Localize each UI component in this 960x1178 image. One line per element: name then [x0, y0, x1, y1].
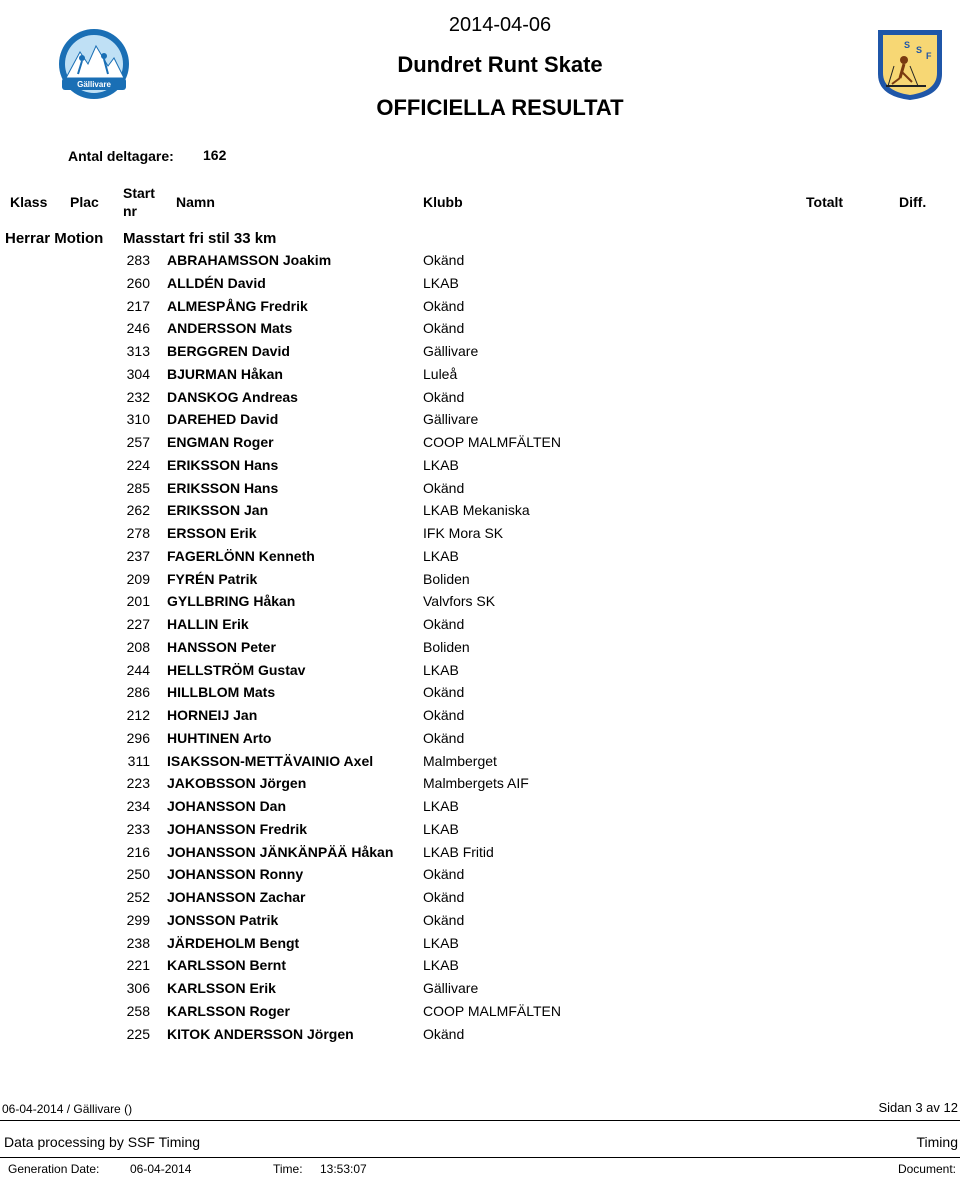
- table-row: [0, 704, 960, 727]
- start-number: 252: [126, 889, 150, 905]
- athlete-name: ALLDÉN David: [167, 274, 266, 291]
- table-row: [0, 954, 960, 977]
- start-number: 216: [126, 843, 150, 860]
- club-name: Okänd: [423, 297, 465, 314]
- athlete-name: JOHANSSON Ronny: [167, 866, 304, 883]
- table-row: [0, 431, 960, 454]
- athlete-name: ERIKSSON Jan: [167, 502, 269, 519]
- athlete-name: HORNEIJ Jan: [167, 707, 258, 723]
- club-name: Luleå: [423, 365, 458, 382]
- start-number: 227: [126, 616, 150, 632]
- start-number: 260: [126, 274, 150, 291]
- race-name: Masstart fri stil 33 km: [123, 230, 277, 247]
- table-row: [0, 386, 960, 409]
- table-row: [0, 363, 960, 386]
- table-row: [0, 909, 960, 932]
- club-name: Okänd: [423, 729, 465, 746]
- start-number: 208: [126, 638, 150, 655]
- athlete-name: ANDERSSON Mats: [167, 320, 293, 337]
- club-name: LKAB: [423, 547, 459, 564]
- athlete-name: ISAKSSON-METTÄVAINIO Axel: [167, 752, 374, 769]
- document-title: OFFICIELLA RESULTAT: [376, 95, 624, 120]
- athlete-name: JOHANSSON JÄNKÄNPÄÄ Håkan: [167, 843, 394, 860]
- start-number: 201: [126, 593, 150, 610]
- club-name: LKAB: [423, 934, 459, 951]
- club-name: COOP MALMFÄLTEN: [423, 1002, 561, 1019]
- athlete-name: JOHANSSON Dan: [167, 798, 287, 814]
- club-name: LKAB: [423, 957, 459, 974]
- table-row: [0, 1023, 960, 1046]
- participants-label: Antal deltagare:: [68, 148, 174, 164]
- start-number: 257: [126, 434, 150, 450]
- start-number: 233: [126, 820, 150, 837]
- table-row: [0, 545, 960, 568]
- club-name: Gällivare: [423, 411, 479, 428]
- athlete-name: FAGERLÖNN Kenneth: [167, 547, 315, 564]
- table-row: [0, 295, 960, 318]
- table-row: [0, 886, 960, 909]
- club-name: LKAB: [423, 456, 459, 473]
- start-number: 250: [126, 866, 150, 883]
- time-label: Time:: [273, 1162, 303, 1176]
- club-name: Okänd: [423, 252, 465, 268]
- start-number: 234: [126, 798, 150, 814]
- start-number: 232: [126, 388, 150, 405]
- table-row: [0, 932, 960, 955]
- page-number: Sidan 3 av 12: [878, 1100, 958, 1115]
- start-number: 225: [126, 1025, 150, 1042]
- table-row: [0, 977, 960, 1000]
- table-row: [0, 795, 960, 818]
- start-number: 238: [126, 934, 150, 951]
- athlete-name: KARLSSON Bernt: [167, 957, 287, 974]
- club-name: Malmbergets AIF: [423, 775, 529, 792]
- start-number: 212: [126, 707, 150, 723]
- club-name: Malmberget: [423, 752, 497, 769]
- start-number: 286: [126, 684, 150, 701]
- table-row: [0, 727, 960, 750]
- athlete-name: BJURMAN Håkan: [167, 365, 283, 382]
- table-row: [0, 272, 960, 295]
- start-number: 310: [126, 411, 150, 428]
- column-header-startnr: [123, 184, 155, 220]
- start-number: 296: [126, 729, 150, 746]
- club-name: LKAB: [423, 274, 459, 291]
- athlete-name: DANSKOG Andreas: [167, 388, 298, 405]
- club-name: Okänd: [423, 889, 465, 905]
- club-name: LKAB: [423, 798, 459, 814]
- start-number: 299: [126, 911, 150, 928]
- table-row: [0, 568, 960, 591]
- time-value: 13:53:07: [320, 1162, 367, 1176]
- club-name: Boliden: [423, 638, 470, 655]
- club-name: Okänd: [423, 911, 465, 928]
- athlete-name: KARLSSON Roger: [167, 1002, 290, 1019]
- svg-text:S: S: [904, 40, 911, 50]
- data-processing-credit: Data processing by SSF Timing: [4, 1134, 201, 1150]
- start-number: 224: [126, 456, 150, 473]
- start-number: 237: [126, 547, 150, 564]
- document-label: Document:: [897, 1162, 956, 1176]
- athlete-name: DAREHED David: [167, 411, 279, 428]
- start-number: 278: [126, 525, 150, 541]
- athlete-name: ERIKSSON Hans: [167, 479, 279, 496]
- table-row: [0, 636, 960, 659]
- footer-divider-2: [0, 1157, 960, 1158]
- athlete-name: ENGMAN Roger: [167, 434, 274, 450]
- start-number: 304: [126, 365, 150, 382]
- column-header-klass: Klass: [10, 194, 48, 210]
- club-name: Okänd: [423, 479, 465, 496]
- start-number: 209: [126, 570, 150, 587]
- table-row: [0, 818, 960, 841]
- club-name: Okänd: [423, 320, 465, 337]
- club-name: COOP MALMFÄLTEN: [423, 434, 561, 450]
- club-name: Okänd: [423, 707, 465, 723]
- start-number: 313: [126, 343, 150, 359]
- club-name: IFK Mora SK: [423, 525, 504, 541]
- club-name: Okänd: [423, 866, 465, 883]
- table-row: [0, 841, 960, 864]
- athlete-name: KITOK ANDERSSON Jörgen: [167, 1025, 354, 1042]
- club-name: Okänd: [423, 1025, 465, 1042]
- club-name: LKAB: [423, 820, 459, 837]
- club-name: LKAB: [423, 661, 459, 678]
- table-row: [0, 1000, 960, 1023]
- column-header-namn: Namn: [176, 194, 215, 210]
- table-row: [0, 750, 960, 773]
- svg-text:Gällivare: Gällivare: [77, 80, 111, 89]
- table-row: [0, 340, 960, 363]
- start-number: 311: [127, 752, 150, 769]
- table-row: [0, 454, 960, 477]
- header-date: 2014-04-06: [448, 14, 552, 36]
- start-number: 285: [126, 479, 150, 496]
- club-name: Okänd: [423, 684, 465, 701]
- event-title: Dundret Runt Skate: [397, 52, 603, 77]
- athlete-name: HILLBLOM Mats: [167, 684, 276, 701]
- club-logo: [58, 28, 130, 100]
- club-name: Gällivare: [423, 343, 479, 359]
- start-number: 262: [126, 502, 150, 519]
- athlete-name: FYRÉN Patrik: [167, 570, 258, 587]
- footer-date-place: 06-04-2014 / Gällivare (): [2, 1102, 133, 1116]
- athlete-name: ERSSON Erik: [167, 525, 257, 541]
- athlete-name: JOHANSSON Zachar: [167, 889, 306, 905]
- athlete-name: JAKOBSSON Jörgen: [167, 775, 307, 792]
- athlete-name: JOHANSSON Fredrik: [167, 820, 308, 837]
- athlete-name: GYLLBRING Håkan: [167, 593, 296, 610]
- column-header-diff: Diff.: [899, 194, 927, 210]
- table-row: [0, 863, 960, 886]
- athlete-name: JÄRDEHOLM Bengt: [167, 934, 300, 951]
- start-number: 223: [126, 775, 150, 792]
- column-header-plac: Plac: [70, 194, 99, 210]
- athlete-name: HELLSTRÖM Gustav: [167, 661, 306, 678]
- athlete-name: ABRAHAMSSON Joakim: [167, 252, 332, 268]
- club-name: Boliden: [423, 570, 470, 587]
- start-number: 306: [126, 980, 150, 996]
- column-header-totalt: Totalt: [806, 194, 844, 210]
- svg-text:F: F: [926, 51, 932, 61]
- athlete-name: ERIKSSON Hans: [167, 456, 279, 473]
- table-row: [0, 317, 960, 340]
- athlete-name: ALMESPÅNG Fredrik: [167, 297, 308, 314]
- table-row: [0, 659, 960, 682]
- table-row: [0, 613, 960, 636]
- athlete-name: HALLIN Erik: [167, 616, 249, 632]
- club-name: Okänd: [423, 388, 465, 405]
- start-number: 217: [126, 297, 150, 314]
- start-number: 283: [126, 252, 150, 268]
- table-row: [0, 249, 960, 272]
- column-header-start-line2: nr: [123, 203, 137, 219]
- generation-date-label: Generation Date:: [8, 1162, 100, 1176]
- footer-divider: [0, 1120, 960, 1121]
- generation-date-value: 06-04-2014: [130, 1162, 192, 1176]
- club-name: Gällivare: [423, 980, 479, 996]
- table-row: [0, 681, 960, 704]
- athlete-name: BERGGREN David: [167, 343, 290, 359]
- club-name: LKAB Fritid: [423, 843, 494, 860]
- table-row: [0, 408, 960, 431]
- svg-text:S: S: [916, 45, 923, 55]
- start-number: 244: [126, 661, 150, 678]
- results-table: [0, 249, 960, 1045]
- column-header-start-line1: Start: [123, 185, 155, 201]
- timing-label: Timing: [916, 1134, 958, 1150]
- table-row: [0, 522, 960, 545]
- participants-count: 162: [203, 147, 227, 163]
- table-row: [0, 590, 960, 613]
- athlete-name: HUHTINEN Arto: [167, 729, 272, 746]
- table-row: [0, 499, 960, 522]
- table-row: [0, 772, 960, 795]
- start-number: 221: [126, 957, 150, 974]
- athlete-name: JONSSON Patrik: [167, 911, 279, 928]
- club-name: Okänd: [423, 616, 465, 632]
- athlete-name: KARLSSON Erik: [167, 980, 276, 996]
- club-name: LKAB Mekaniska: [423, 502, 530, 519]
- start-number: 246: [126, 320, 150, 337]
- table-row: [0, 477, 960, 500]
- athlete-name: HANSSON Peter: [167, 638, 276, 655]
- ssf-logo: [874, 26, 946, 102]
- start-number: 258: [126, 1002, 150, 1019]
- column-header-klubb: Klubb: [423, 194, 463, 210]
- class-name: Herrar Motion: [5, 230, 104, 247]
- club-name: Valvfors SK: [423, 593, 496, 610]
